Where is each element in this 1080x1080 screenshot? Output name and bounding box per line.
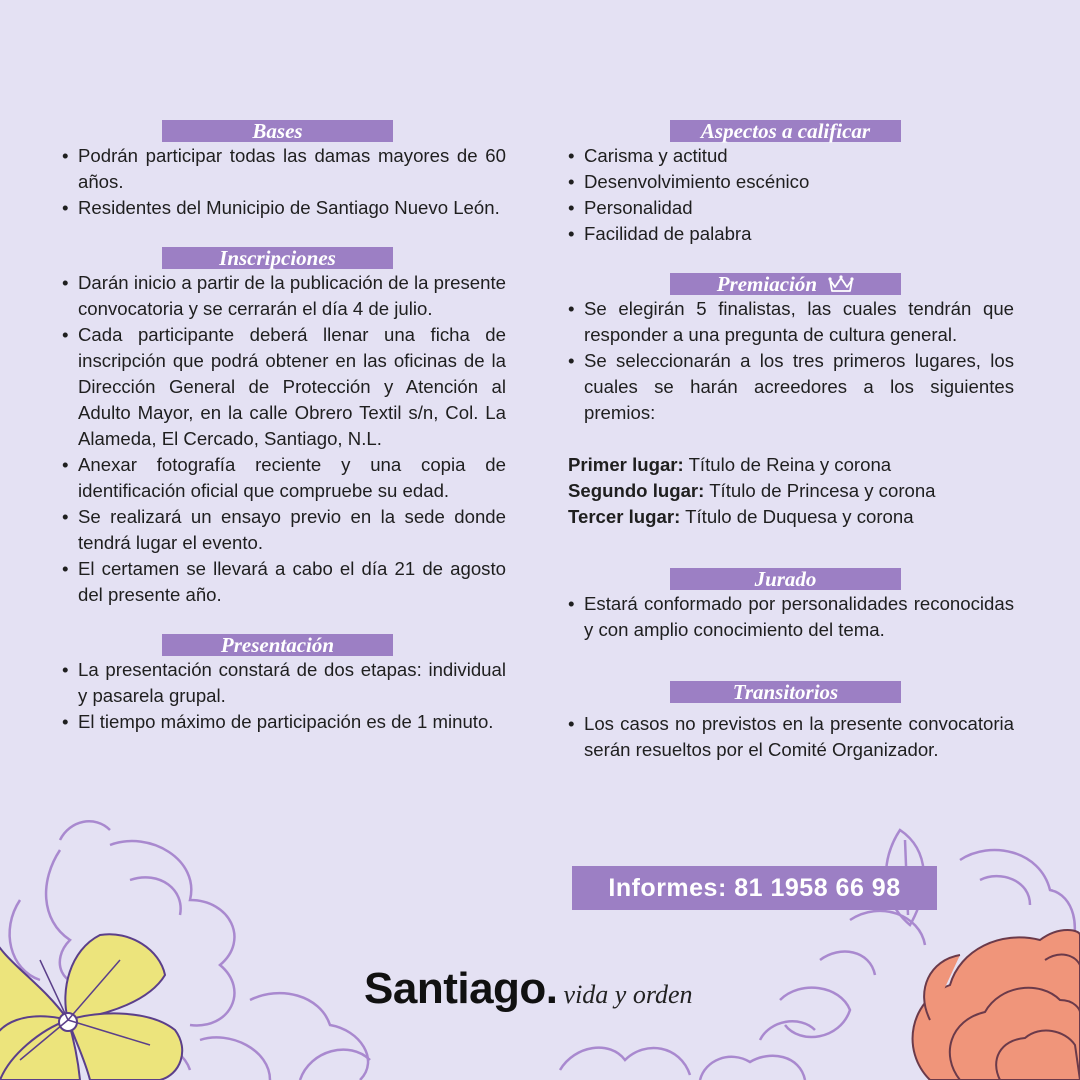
list-item: • Personalidad xyxy=(568,195,1014,221)
crown-icon xyxy=(828,275,854,293)
list-item: • Estará conformado por personalidades reconocidas y con amplio conocimiento del tema. xyxy=(568,591,1014,643)
section-premiacion xyxy=(568,273,1014,530)
contact-phone-banner: Informes: 81 1958 66 98 xyxy=(572,866,937,910)
logo-brand: Santiago. xyxy=(364,964,558,1013)
list-item: • La presentación constará de dos etapas: individual y pasarela grupal. xyxy=(62,657,506,709)
left-column xyxy=(62,120,506,761)
section-transitorios xyxy=(568,681,1014,763)
list-item: • Facilidad de palabra xyxy=(568,221,1014,247)
premiacion-list xyxy=(568,296,1014,426)
section-heading-inscripciones: Inscripciones xyxy=(162,247,393,269)
prize-row xyxy=(568,478,1014,504)
jurado-list xyxy=(568,591,1014,643)
list-item: • Podrán participar todas las damas mayores de 60 años. xyxy=(62,143,506,195)
section-heading-bases: Bases xyxy=(162,120,393,142)
premiacion-title: Premiación xyxy=(716,272,818,296)
prize-text: Título de Reina y corona xyxy=(683,454,892,475)
section-heading-jurado: Jurado xyxy=(670,568,901,590)
section-bases xyxy=(62,120,506,221)
right-column xyxy=(568,120,1014,789)
presentacion-list xyxy=(62,657,506,735)
list-item: • Darán inicio a partir de la publicación de la presente convocatoria y se cerrarán el día 4 de julio. xyxy=(62,270,506,322)
list-item: • Anexar fotografía reciente y una copia de identificación oficial que compruebe su edad. xyxy=(62,452,506,504)
list-item: • Residentes del Municipio de Santiago Nuevo León. xyxy=(62,195,506,221)
list-item: • El certamen se llevará a cabo el día 21 de agosto del presente año. xyxy=(62,556,506,608)
list-item: • Se realizará un ensayo previo en la sede donde tendrá lugar el evento. xyxy=(62,504,506,556)
prize-place: Tercer lugar: xyxy=(568,506,681,527)
prize-place: Segundo lugar: xyxy=(568,480,705,501)
section-heading-premiacion xyxy=(670,273,901,295)
bases-list xyxy=(62,143,506,221)
prize-place: Primer lugar: xyxy=(568,454,684,475)
section-presentacion xyxy=(62,634,506,735)
prize-text: Título de Princesa y corona xyxy=(704,480,936,501)
list-item: • Carisma y actitud xyxy=(568,143,1014,169)
section-aspectos xyxy=(568,120,1014,247)
section-heading-aspectos: Aspectos a calificar xyxy=(670,120,901,142)
prize-text: Título de Duquesa y corona xyxy=(680,506,914,527)
aspectos-list xyxy=(568,143,1014,247)
logo-tagline: vida y orden xyxy=(563,980,693,1009)
inscripciones-list xyxy=(62,270,506,608)
section-inscripciones xyxy=(62,247,506,608)
prize-list xyxy=(568,452,1014,530)
list-item: • Los casos no previstos en la presente convocatoria serán resueltos por el Comité Organizador. xyxy=(568,711,1014,763)
list-item: • El tiempo máximo de participación es de 1 minuto. xyxy=(62,709,506,735)
list-item: • Cada participante deberá llenar una ficha de inscripción que podrá obtener en las oficinas de la Dirección General de Protección y Atención al Adulto Mayor, en la calle Obrero Textil s/n, Col. La Alameda, El Cercado, Santiago, N.L. xyxy=(62,322,506,452)
section-heading-transitorios: Transitorios xyxy=(670,681,901,703)
prize-row xyxy=(568,452,1014,478)
list-item: • Se elegirán 5 finalistas, las cuales tendrán que responder a una pregunta de cultura general. xyxy=(568,296,1014,348)
section-jurado xyxy=(568,568,1014,643)
santiago-logo xyxy=(364,964,693,1020)
list-item: • Se seleccionarán a los tres primeros lugares, los cuales se harán acreedores a los siguientes premios: xyxy=(568,348,1014,426)
transitorios-list xyxy=(568,711,1014,763)
prize-row xyxy=(568,504,1014,530)
section-heading-presentacion: Presentación xyxy=(162,634,393,656)
list-item: • Desenvolvimiento escénico xyxy=(568,169,1014,195)
